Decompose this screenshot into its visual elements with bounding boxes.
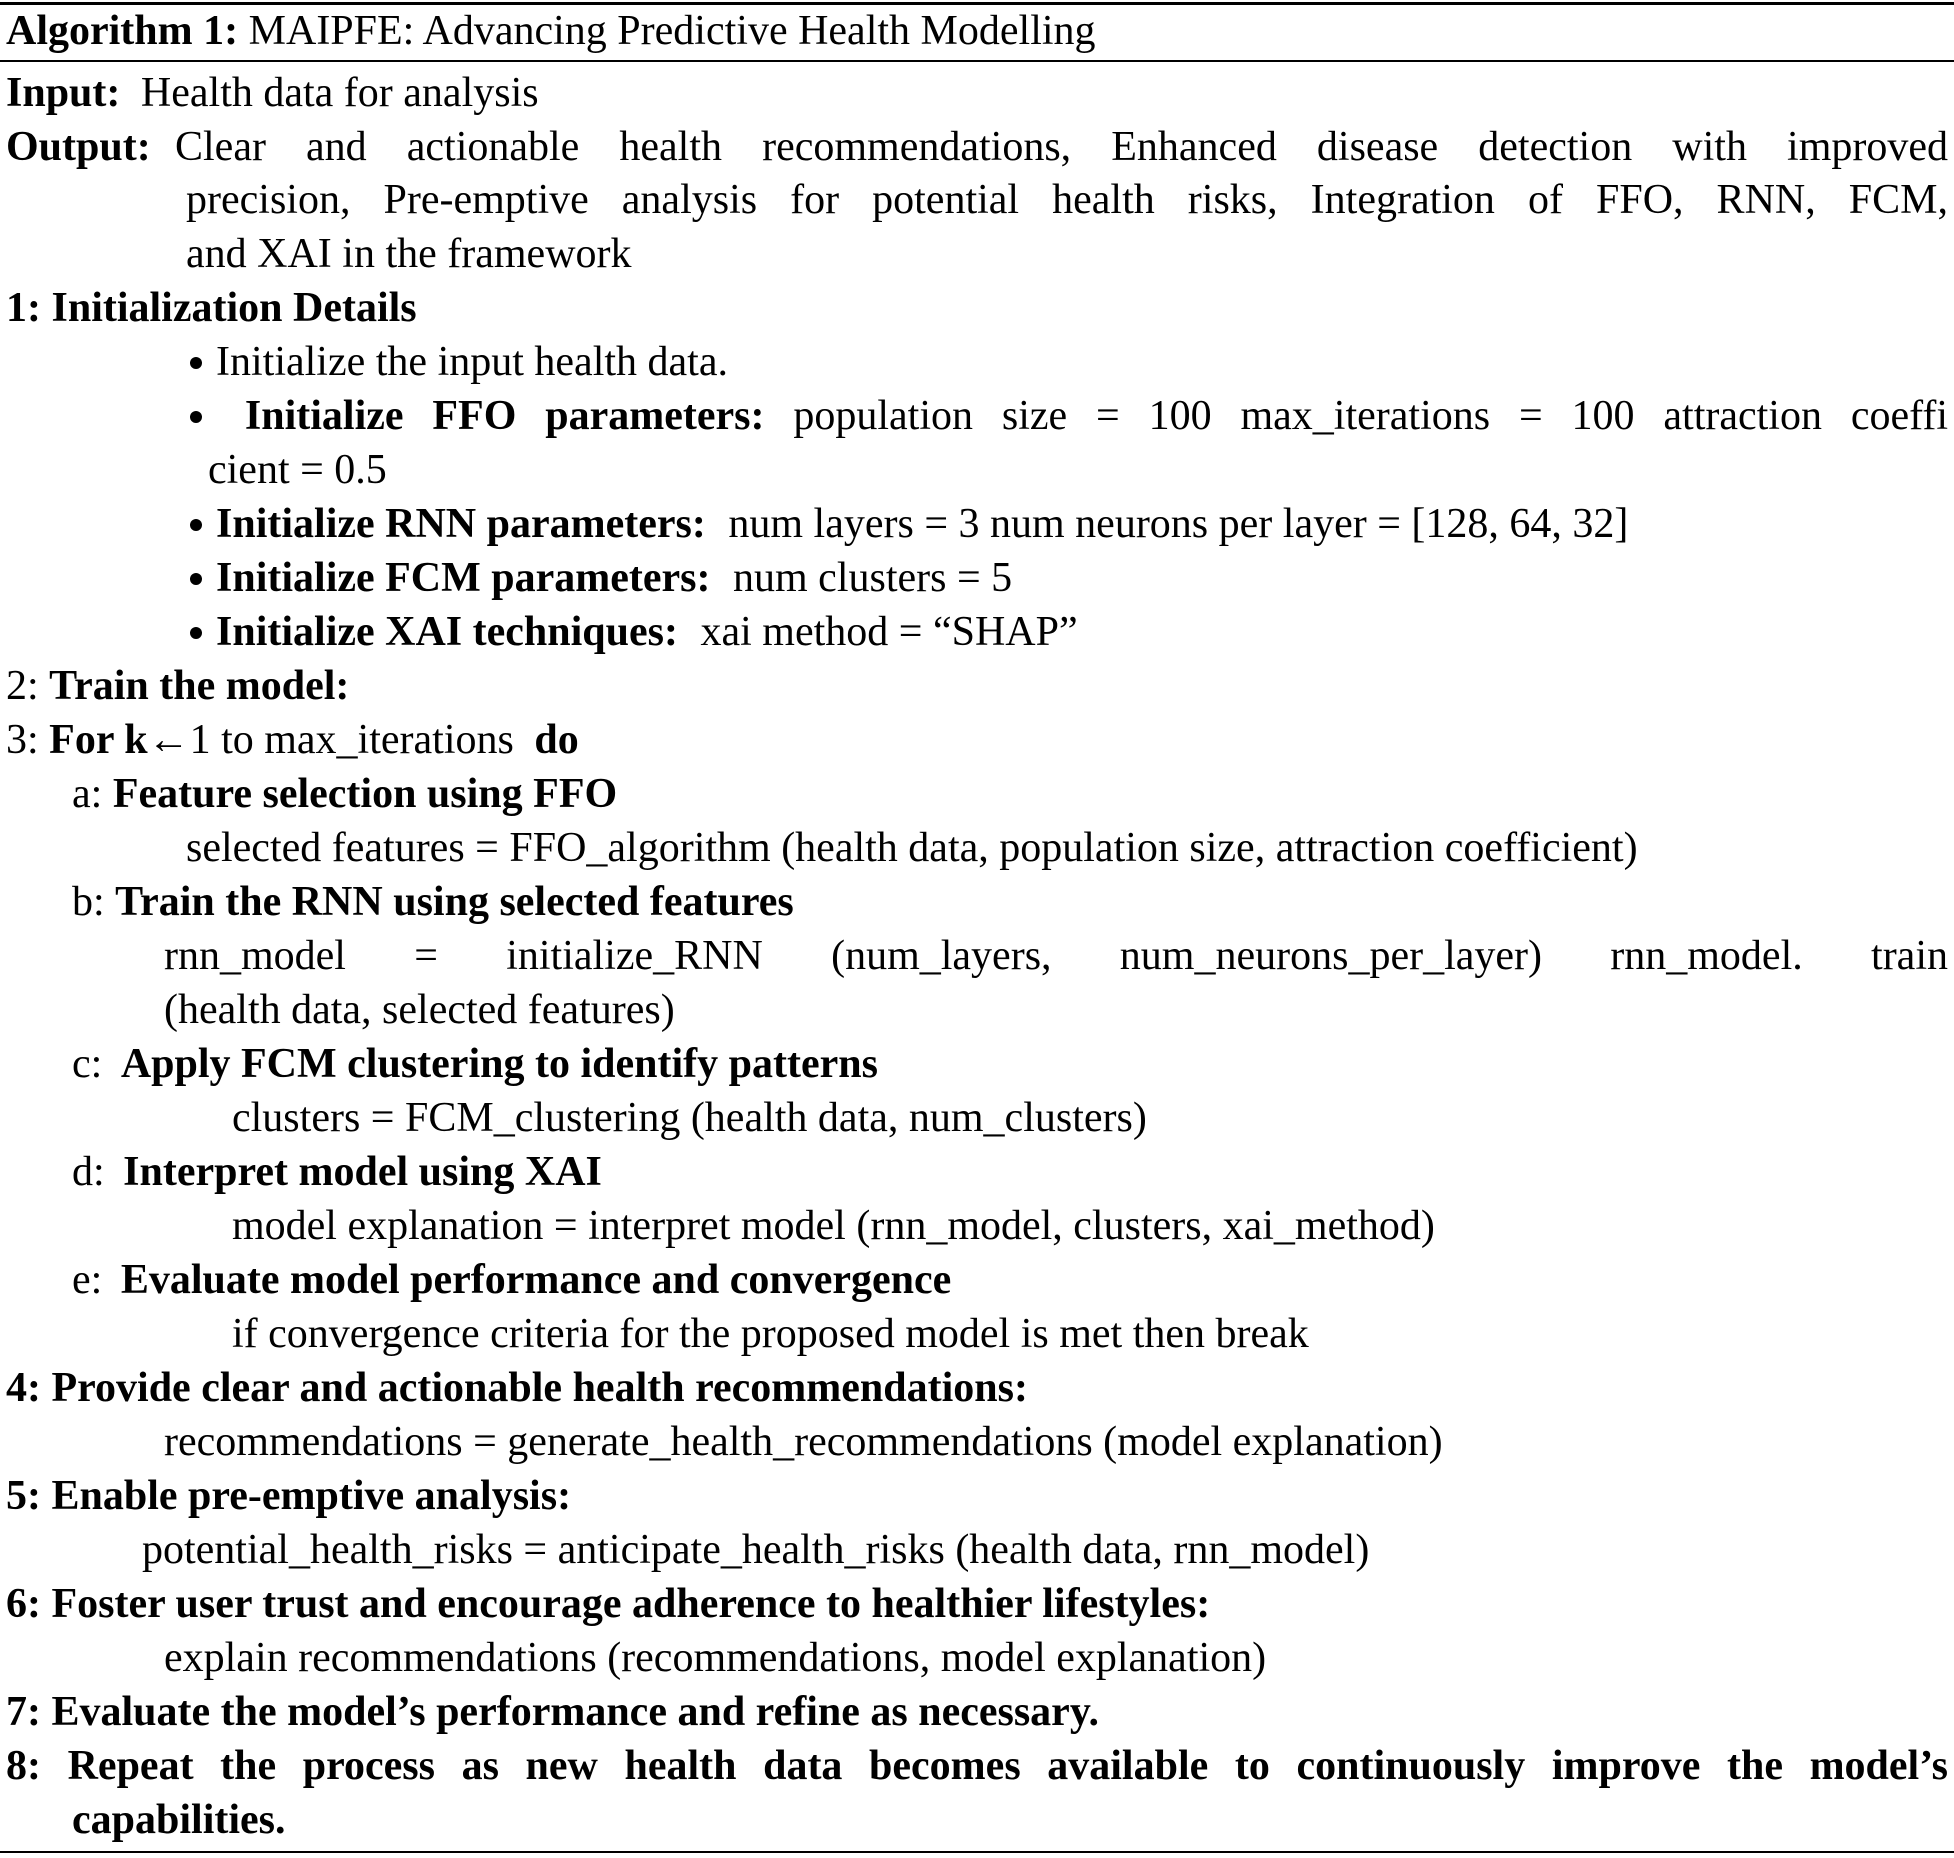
step-5-code: potential_health_risks = anticipate_health_risks (health data, rnn_model) — [142, 1527, 1370, 1573]
step-2-label: Train the model: — [49, 663, 350, 709]
rnn-params-label: Initialize RNN parameters: — [216, 501, 706, 547]
step-1-heading — [6, 281, 417, 335]
init-bullet-2 — [190, 389, 1948, 443]
substep-c-letter: c: — [72, 1041, 103, 1087]
bottom-rule — [0, 1851, 1954, 1853]
bullet-icon — [190, 357, 202, 369]
step-4-heading-text: 4: Provide clear and actionable health recommendations: — [6, 1365, 1028, 1411]
init-bullet-1 — [190, 335, 728, 389]
do-keyword: do — [534, 717, 579, 763]
step-8-line-2: capabilities. — [72, 1797, 286, 1843]
fcm-params-text: num clusters = 5 — [733, 555, 1013, 601]
bullet-icon — [190, 573, 202, 585]
output-label-line — [6, 120, 151, 174]
xai-params-text: xai method = “SHAP” — [700, 609, 1078, 655]
output-line-1: Clear and actionable health recommendations, Enhanced disease detection with improved — [175, 124, 1948, 170]
bullet-icon — [190, 627, 202, 639]
init-bullet-5 — [190, 605, 1078, 659]
ffo-params-label: Initialize FFO parameters: — [244, 393, 765, 439]
substep-b-code-1: rnn_model = initialize_RNN (num_layers, num_neurons_per_layer) rnn_model. train — [164, 933, 1948, 979]
step-5-heading-text: 5: Enable pre-emptive analysis: — [6, 1473, 572, 1519]
output-line-2: precision, Pre-emptive analysis for potential health risks, Integration of FFO, RNN, FCM, — [186, 177, 1948, 223]
loop-range: 1 to max_iterations — [189, 717, 514, 763]
substep-e — [72, 1253, 951, 1307]
step-6-heading — [6, 1577, 1210, 1631]
step-6-code: explain recommendations (recommendations, model explanation) — [164, 1635, 1267, 1681]
init-bullet-2-cont: cient = 0.5 — [208, 447, 387, 493]
input-text: Health data for analysis — [140, 70, 539, 116]
left-arrow-icon: ← — [147, 717, 190, 763]
substep-c-title: Apply FCM clustering to identify patterns — [120, 1041, 878, 1087]
step-1-heading-text: 1: Initialization Details — [6, 285, 417, 331]
init-bullet-3 — [190, 497, 1628, 551]
substep-e-letter: e: — [72, 1257, 103, 1303]
step-7-heading — [6, 1685, 1099, 1739]
substep-e-code: if convergence criteria for the proposed model is met then break — [232, 1311, 1309, 1357]
substep-b — [72, 875, 794, 929]
substep-b-letter: b: — [72, 879, 105, 925]
substep-a — [72, 767, 617, 821]
init-bullet-4 — [190, 551, 1012, 605]
substep-b-code-2: (health data, selected features) — [164, 987, 675, 1033]
init-bullet-1-text: Initialize the input health data. — [216, 339, 728, 385]
algorithm-label: Algorithm 1: — [6, 8, 239, 54]
output-label: Output: — [6, 124, 151, 170]
header-rule — [0, 60, 1954, 62]
step-2-number: 2: — [6, 663, 39, 709]
step-8-line-1: 8: Repeat the process as new health data becomes available to continuously improve the model’s — [6, 1743, 1948, 1789]
substep-a-code: selected features = FFO_algorithm (health data, population size, attraction coefficient) — [186, 825, 1638, 871]
substep-a-letter: a: — [72, 771, 103, 817]
bullet-icon — [190, 519, 202, 531]
substep-e-title: Evaluate model performance and convergence — [120, 1257, 952, 1303]
step-3 — [6, 713, 579, 767]
for-keyword: For k — [49, 717, 148, 763]
substep-c — [72, 1037, 878, 1091]
step-2 — [6, 659, 349, 713]
substep-d-code: model explanation = interpret model (rnn_model, clusters, xai_method) — [232, 1203, 1435, 1249]
fcm-params-label: Initialize FCM parameters: — [216, 555, 711, 601]
substep-b-title: Train the RNN using selected features — [115, 879, 794, 925]
algorithm-title: MAIPFE: Advancing Predictive Health Modelling — [248, 8, 1096, 54]
rnn-params-text: num layers = 3 num neurons per layer = [128, 64, 32] — [728, 501, 1629, 547]
step-5-heading — [6, 1469, 571, 1523]
substep-d — [72, 1145, 602, 1199]
step-6-heading-text: 6: Foster user trust and encourage adherence to healthier lifestyles: — [6, 1581, 1211, 1627]
input-line — [6, 66, 539, 120]
ffo-params-text: population size = 100 max_iterations = 100 attraction coeffi — [793, 393, 1948, 439]
step-4-code: recommendations = generate_health_recommendations (model explanation) — [164, 1419, 1443, 1465]
substep-d-letter: d: — [72, 1149, 105, 1195]
xai-params-label: Initialize XAI techniques: — [216, 609, 678, 655]
substep-a-title: Feature selection using FFO — [112, 771, 618, 817]
substep-d-title: Interpret model using XAI — [123, 1149, 602, 1195]
bullet-icon — [190, 411, 202, 423]
input-label: Input: — [6, 70, 121, 116]
output-line-3: and XAI in the framework — [186, 231, 632, 277]
algorithm-header — [6, 4, 1096, 58]
substep-c-code: clusters = FCM_clustering (health data, num_clusters) — [232, 1095, 1147, 1141]
step-7-heading-text: 7: Evaluate the model’s performance and refine as necessary. — [6, 1689, 1100, 1735]
step-3-number: 3: — [6, 717, 39, 763]
step-4-heading — [6, 1361, 1028, 1415]
